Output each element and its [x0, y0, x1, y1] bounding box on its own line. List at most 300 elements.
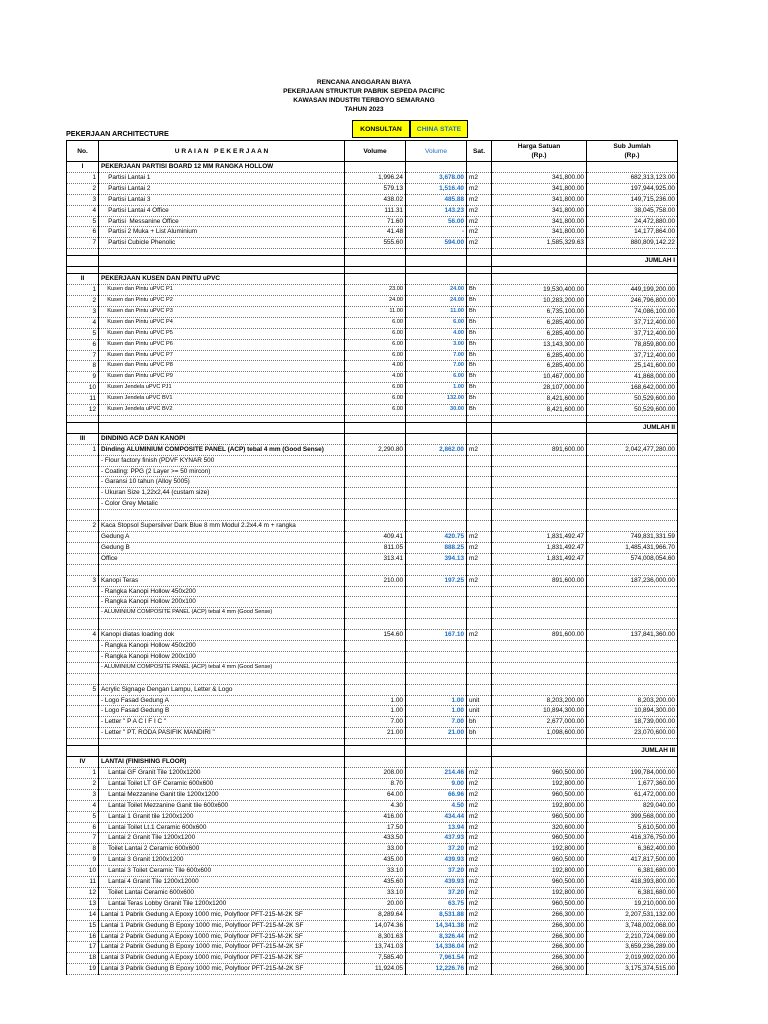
unit-price: 19,530,400.00 [492, 285, 587, 296]
unit: m2 [467, 531, 492, 542]
volume-konsultan [345, 586, 406, 597]
table-row [67, 597, 678, 608]
volume-konsultan: 8,289.64 [345, 909, 406, 920]
unit-price: 6,285,400.00 [492, 317, 587, 328]
volume-konsultan: 17.50 [345, 822, 406, 833]
unit [467, 651, 492, 662]
unit-price: 341,800.00 [492, 183, 587, 194]
col-harga-unit: (Rp.) [531, 152, 547, 159]
table-row [67, 575, 678, 586]
table-row [67, 499, 678, 510]
table-row [67, 706, 678, 717]
sub-total [587, 488, 678, 499]
item-number: 18 [67, 953, 99, 964]
unit-price [492, 586, 587, 597]
volume-china-state: 13.94 [406, 822, 467, 833]
section-label: PEKERJAAN ARCHITECTURE [66, 129, 169, 138]
table-row [67, 455, 678, 466]
unit-price: 341,800.00 [492, 216, 587, 227]
volume-konsultan: 7,585.40 [345, 953, 406, 964]
unit: Bh [467, 328, 492, 339]
empty-cell [67, 415, 99, 422]
empty-cell [406, 433, 467, 444]
item-number: 5 [67, 328, 99, 339]
item-number: 7 [67, 350, 99, 361]
volume-china-state [406, 499, 467, 510]
item-number: 15 [67, 920, 99, 931]
subtotal-row [67, 746, 678, 757]
table-row [67, 855, 678, 866]
table-row [67, 953, 678, 964]
unit [467, 608, 492, 619]
unit-price [492, 466, 587, 477]
volume-china-state: 11.00 [406, 306, 467, 317]
table-row [67, 833, 678, 844]
volume-konsultan: 71.60 [345, 216, 406, 227]
spacer-row [67, 249, 678, 256]
sub-total: 417,817,500.00 [587, 855, 678, 866]
table-row [67, 477, 678, 488]
unit: m2 [467, 800, 492, 811]
item-number: 19 [67, 964, 99, 975]
volume-konsultan: 6.00 [345, 328, 406, 339]
empty-cell [492, 739, 587, 746]
item-number: 1 [67, 444, 99, 455]
item-description: - Logo Fasad Gedung B [99, 706, 345, 717]
item-number: 11 [67, 394, 99, 405]
volume-china-state: 485.88 [406, 194, 467, 205]
unit-price: 960,500.00 [492, 898, 587, 909]
volume-china-state: 30.00 [406, 405, 467, 416]
sub-total: 2,210,724,069.00 [587, 931, 678, 942]
unit-price [492, 488, 587, 499]
volume-china-state: 1.00 [406, 706, 467, 717]
table-row [67, 295, 678, 306]
item-description: Partisi Lantai 2 [99, 183, 345, 194]
empty-cell [406, 746, 467, 757]
table-row [67, 405, 678, 416]
item-number: 5 [67, 216, 99, 227]
sub-total [587, 521, 678, 532]
unit [467, 521, 492, 532]
header-line: RENCANA ANGGARAN BIAYA [316, 79, 412, 86]
table-row [67, 194, 678, 205]
section-number: I [67, 162, 99, 173]
item-number: 5 [67, 684, 99, 695]
item-number: 14 [67, 909, 99, 920]
unit: Bh [467, 405, 492, 416]
item-number [67, 673, 99, 684]
unit-price: 6,285,400.00 [492, 328, 587, 339]
sub-total: 50,529,600.00 [587, 405, 678, 416]
unit-price: 960,500.00 [492, 855, 587, 866]
sub-total: 418,393,800.00 [587, 877, 678, 888]
volume-china-state: 437.93 [406, 833, 467, 844]
item-description: Kusen Jendela uPVC BV2 [99, 405, 345, 416]
item-description: - Coating: PPG (2 Layer >= 50 mircon) [99, 466, 345, 477]
unit-price: 10,894,300.00 [492, 706, 587, 717]
sub-total: 168,642,000.00 [587, 383, 678, 394]
unit-price: 266,300.00 [492, 931, 587, 942]
unit-price: 891,600.00 [492, 575, 587, 586]
sub-total: 137,841,360.00 [587, 630, 678, 641]
sub-total: 1,485,431,966.70 [587, 542, 678, 553]
sub-total: 10,894,300.00 [587, 706, 678, 717]
empty-cell [492, 274, 587, 285]
section-row [67, 433, 678, 444]
volume-china-state: 6.00 [406, 317, 467, 328]
item-description: - Rangka Kanopi Hollow 450x200 [99, 641, 345, 652]
document-header [66, 78, 662, 114]
table-row [67, 800, 678, 811]
item-description: Kusen dan Pintu uPVC P2 [99, 295, 345, 306]
section-title: PEKERJAAN KUSEN DAN PINTU uPVC [99, 274, 345, 285]
volume-china-state: 439.93 [406, 855, 467, 866]
unit-price [492, 510, 587, 521]
item-number: 10 [67, 866, 99, 877]
sub-total: 19,210,000.00 [587, 898, 678, 909]
unit-price: 320,600.00 [492, 822, 587, 833]
volume-konsultan: 438.02 [345, 194, 406, 205]
item-description: Gedung B [99, 542, 345, 553]
empty-cell [587, 249, 678, 256]
empty-cell [99, 256, 345, 267]
empty-cell [67, 739, 99, 746]
item-description: Kusen dan Pintu uPVC P7 [99, 350, 345, 361]
unit-price: 13,143,300.00 [492, 339, 587, 350]
unit-price [492, 684, 587, 695]
unit: m2 [467, 789, 492, 800]
item-description: Lantai Toilet LT GF Ceramic 600x600 [99, 778, 345, 789]
item-description: - Rangka Kanopi Hollow 450x200 [99, 586, 345, 597]
item-description: - Rangka Kanopi Hollow 200x100 [99, 597, 345, 608]
item-number [67, 586, 99, 597]
volume-china-state: 1,516.40 [406, 183, 467, 194]
unit-price: 192,800.00 [492, 887, 587, 898]
item-number [67, 619, 99, 630]
item-number: 2 [67, 183, 99, 194]
unit-price: 1,098,600.00 [492, 728, 587, 739]
volume-china-state: 594.00 [406, 238, 467, 249]
table-row [67, 887, 678, 898]
sub-total [587, 619, 678, 630]
item-description: - Logo Fasad Gedung A [99, 695, 345, 706]
unit-price: 341,800.00 [492, 194, 587, 205]
empty-cell [345, 739, 406, 746]
empty-cell [406, 267, 467, 274]
item-number: 12 [67, 887, 99, 898]
volume-china-state: 63.75 [406, 898, 467, 909]
unit-price [492, 477, 587, 488]
header-line: PEKERJAAN STRUKTUR PABRIK SEPEDA PACIFIC [283, 88, 445, 95]
sub-total: 24,472,880.00 [587, 216, 678, 227]
item-description: Lantai 1 Pabrik Gedung A Epoxy 1000 mic, Polyfloor PFT-215-M-2K SF [99, 909, 345, 920]
unit-price: 192,800.00 [492, 778, 587, 789]
unit [467, 619, 492, 630]
unit-price: 960,500.00 [492, 789, 587, 800]
volume-china-state: 434.44 [406, 811, 467, 822]
empty-cell [67, 256, 99, 267]
volume-china-state: 21.00 [406, 728, 467, 739]
empty-cell [406, 274, 467, 285]
table-row [67, 630, 678, 641]
item-number [67, 499, 99, 510]
sub-total: 38,045,758.00 [587, 205, 678, 216]
table-row [67, 394, 678, 405]
volume-konsultan: 6.00 [345, 350, 406, 361]
sub-total: 149,715,236.00 [587, 194, 678, 205]
unit-price: 960,500.00 [492, 767, 587, 778]
unit: Bh [467, 383, 492, 394]
table-row [67, 383, 678, 394]
empty-cell [587, 162, 678, 173]
section-title: PEKERJAAN PARTISI BOARD 12 MM RANGKA HOLLOW [99, 162, 345, 173]
volume-konsultan: 435.60 [345, 877, 406, 888]
item-number: 3 [67, 575, 99, 586]
empty-cell [99, 267, 345, 274]
volume-konsultan [345, 684, 406, 695]
volume-konsultan: 208.00 [345, 767, 406, 778]
item-description: - Color Grey Metalic [99, 499, 345, 510]
volume-china-state: 197.25 [406, 575, 467, 586]
volume-konsultan: 416.00 [345, 811, 406, 822]
table-row [67, 684, 678, 695]
unit-price: 266,300.00 [492, 909, 587, 920]
volume-china-state: 132.00 [406, 394, 467, 405]
volume-konsultan: 4.30 [345, 800, 406, 811]
item-number: 8 [67, 844, 99, 855]
item-description [99, 619, 345, 630]
empty-cell [67, 422, 99, 433]
volume-konsultan: 409.41 [345, 531, 406, 542]
volume-china-state: 3.00 [406, 339, 467, 350]
item-number [67, 706, 99, 717]
unit: Bh [467, 285, 492, 296]
empty-cell [587, 415, 678, 422]
table-row [67, 619, 678, 630]
item-number: 5 [67, 811, 99, 822]
table-row [67, 553, 678, 564]
unit-price [492, 499, 587, 510]
unit-price [492, 641, 587, 652]
col-volume-china: Volume [406, 141, 467, 162]
table-row [67, 767, 678, 778]
empty-cell [492, 746, 587, 757]
sub-total: 3,175,374,515.00 [587, 964, 678, 975]
sub-total: 6,362,400.00 [587, 844, 678, 855]
section-title: DINDING ACP DAN KANOPI [99, 433, 345, 444]
volume-china-state: 394.13 [406, 553, 467, 564]
table-row [67, 641, 678, 652]
sub-total: 3,659,236,289.00 [587, 942, 678, 953]
volume-konsultan [345, 662, 406, 673]
item-description: - ALUMINIUM COMPOSITE PANEL (ACP) tebal 4 mm (Good Sense) [99, 608, 345, 619]
unit-price: 266,300.00 [492, 953, 587, 964]
item-number: 1 [67, 767, 99, 778]
table-row [67, 608, 678, 619]
unit: m2 [467, 942, 492, 953]
volume-konsultan [345, 651, 406, 662]
volume-china-state: 3,678.00 [406, 172, 467, 183]
unit: Bh [467, 339, 492, 350]
volume-china-state [406, 477, 467, 488]
empty-cell [467, 433, 492, 444]
volume-china-state: 37.20 [406, 844, 467, 855]
volume-konsultan: 64.00 [345, 789, 406, 800]
volume-konsultan: 1,996.24 [345, 172, 406, 183]
table-row [67, 717, 678, 728]
empty-cell [345, 422, 406, 433]
volume-china-state: 24.00 [406, 295, 467, 306]
item-number [67, 510, 99, 521]
table-row [67, 651, 678, 662]
item-description: Partisi 2 Muka + List Aluminium [99, 227, 345, 238]
col-sub-label: Sub Jumlah [613, 143, 651, 150]
volume-china-state: 56.00 [406, 216, 467, 227]
volume-konsultan [345, 510, 406, 521]
spacer-row [67, 739, 678, 746]
unit: m2 [467, 575, 492, 586]
section-number: III [67, 433, 99, 444]
empty-cell [492, 757, 587, 768]
item-number: 7 [67, 238, 99, 249]
item-description: Partisi Messanine Office [99, 216, 345, 227]
volume-china-state: 24.00 [406, 285, 467, 296]
unit: m2 [467, 844, 492, 855]
item-number [67, 641, 99, 652]
volume-china-state: 8,531.88 [406, 909, 467, 920]
volume-konsultan: 6.00 [345, 394, 406, 405]
sub-total: 25,141,600.00 [587, 361, 678, 372]
col-volume: Volume [345, 141, 406, 162]
unit: Bh [467, 372, 492, 383]
item-description: Lantai 3 Granit 1200x1200 [99, 855, 345, 866]
item-number: 6 [67, 227, 99, 238]
volume-china-state [406, 564, 467, 575]
table-row [67, 466, 678, 477]
item-number [67, 542, 99, 553]
empty-cell [492, 267, 587, 274]
table-row [67, 898, 678, 909]
item-description: Lantai Teras Lobby Granit Tile 1200x1200 [99, 898, 345, 909]
item-number: 17 [67, 942, 99, 953]
col-sub-unit: (Rp.) [624, 152, 640, 159]
table-row [67, 317, 678, 328]
sub-total: 18,739,000.00 [587, 717, 678, 728]
sub-total: 416,376,750.00 [587, 833, 678, 844]
item-number [67, 564, 99, 575]
sub-total: 37,712,400.00 [587, 317, 678, 328]
unit [467, 586, 492, 597]
sub-total: 749,831,331.59 [587, 531, 678, 542]
item-description: Lantai 4 Granit Tile 1200x12000 [99, 877, 345, 888]
item-description: Kusen dan Pintu uPVC P1 [99, 285, 345, 296]
volume-konsultan [345, 488, 406, 499]
unit [467, 466, 492, 477]
sub-total: 41,868,000.00 [587, 372, 678, 383]
empty-cell [467, 267, 492, 274]
volume-konsultan: 33.10 [345, 887, 406, 898]
sub-total [587, 662, 678, 673]
volume-china-state: 12,226.76 [406, 964, 467, 975]
table-row [67, 183, 678, 194]
item-number: 2 [67, 778, 99, 789]
volume-china-state: 439.93 [406, 877, 467, 888]
unit-price [492, 662, 587, 673]
volume-konsultan: 41.48 [345, 227, 406, 238]
unit-price [492, 673, 587, 684]
volume-konsultan: 555.60 [345, 238, 406, 249]
col-subjumlah [587, 141, 678, 162]
item-number [67, 466, 99, 477]
item-description: Kaca Stopsol Supersilver Dark Blue 8 mm Modul 2.2x4.4 m + rangka [99, 521, 345, 532]
sub-total [587, 510, 678, 521]
empty-cell [67, 249, 99, 256]
item-number [67, 728, 99, 739]
empty-cell [467, 422, 492, 433]
volume-china-state: 4.00 [406, 328, 467, 339]
volume-china-state [406, 466, 467, 477]
section-row [67, 757, 678, 768]
volume-konsultan: 6.00 [345, 317, 406, 328]
volume-china-state: 420.75 [406, 531, 467, 542]
table-row [67, 877, 678, 888]
table-row [67, 328, 678, 339]
volume-konsultan: 210.00 [345, 575, 406, 586]
unit [467, 597, 492, 608]
unit-price [492, 521, 587, 532]
item-description: - Letter " P A C I F I C " [99, 717, 345, 728]
unit: m2 [467, 953, 492, 964]
table-row [67, 510, 678, 521]
table-row [67, 306, 678, 317]
item-description: Toilet Lantai 2 Ceramic 600x600 [99, 844, 345, 855]
volume-konsultan: 313.41 [345, 553, 406, 564]
table-row [67, 673, 678, 684]
unit: m2 [467, 542, 492, 553]
subtotal-row [67, 422, 678, 433]
sub-total: 246,796,800.00 [587, 295, 678, 306]
volume-china-state: 66.96 [406, 789, 467, 800]
table-row [67, 728, 678, 739]
item-description [99, 510, 345, 521]
unit-price [492, 455, 587, 466]
empty-cell [345, 757, 406, 768]
unit-price: 8,203,200.00 [492, 695, 587, 706]
table-row [67, 866, 678, 877]
empty-cell [492, 422, 587, 433]
volume-china-state: - [406, 227, 467, 238]
item-number: 3 [67, 194, 99, 205]
volume-konsultan: 21.00 [345, 728, 406, 739]
sub-total: 399,568,000.00 [587, 811, 678, 822]
unit: Bh [467, 394, 492, 405]
item-number: 4 [67, 800, 99, 811]
table-row [67, 521, 678, 532]
col-harga-label: Harga Satuan [517, 143, 561, 150]
empty-cell [345, 746, 406, 757]
volume-china-state: 888.25 [406, 542, 467, 553]
table-body [67, 162, 678, 975]
empty-cell [587, 739, 678, 746]
empty-cell [406, 739, 467, 746]
table-row [67, 964, 678, 975]
item-description: Lantai Toilet Lt.1 Ceramic 600x600 [99, 822, 345, 833]
unit [467, 564, 492, 575]
volume-konsultan: 14,074.36 [345, 920, 406, 931]
empty-cell [492, 256, 587, 267]
volume-konsultan: 1.00 [345, 706, 406, 717]
